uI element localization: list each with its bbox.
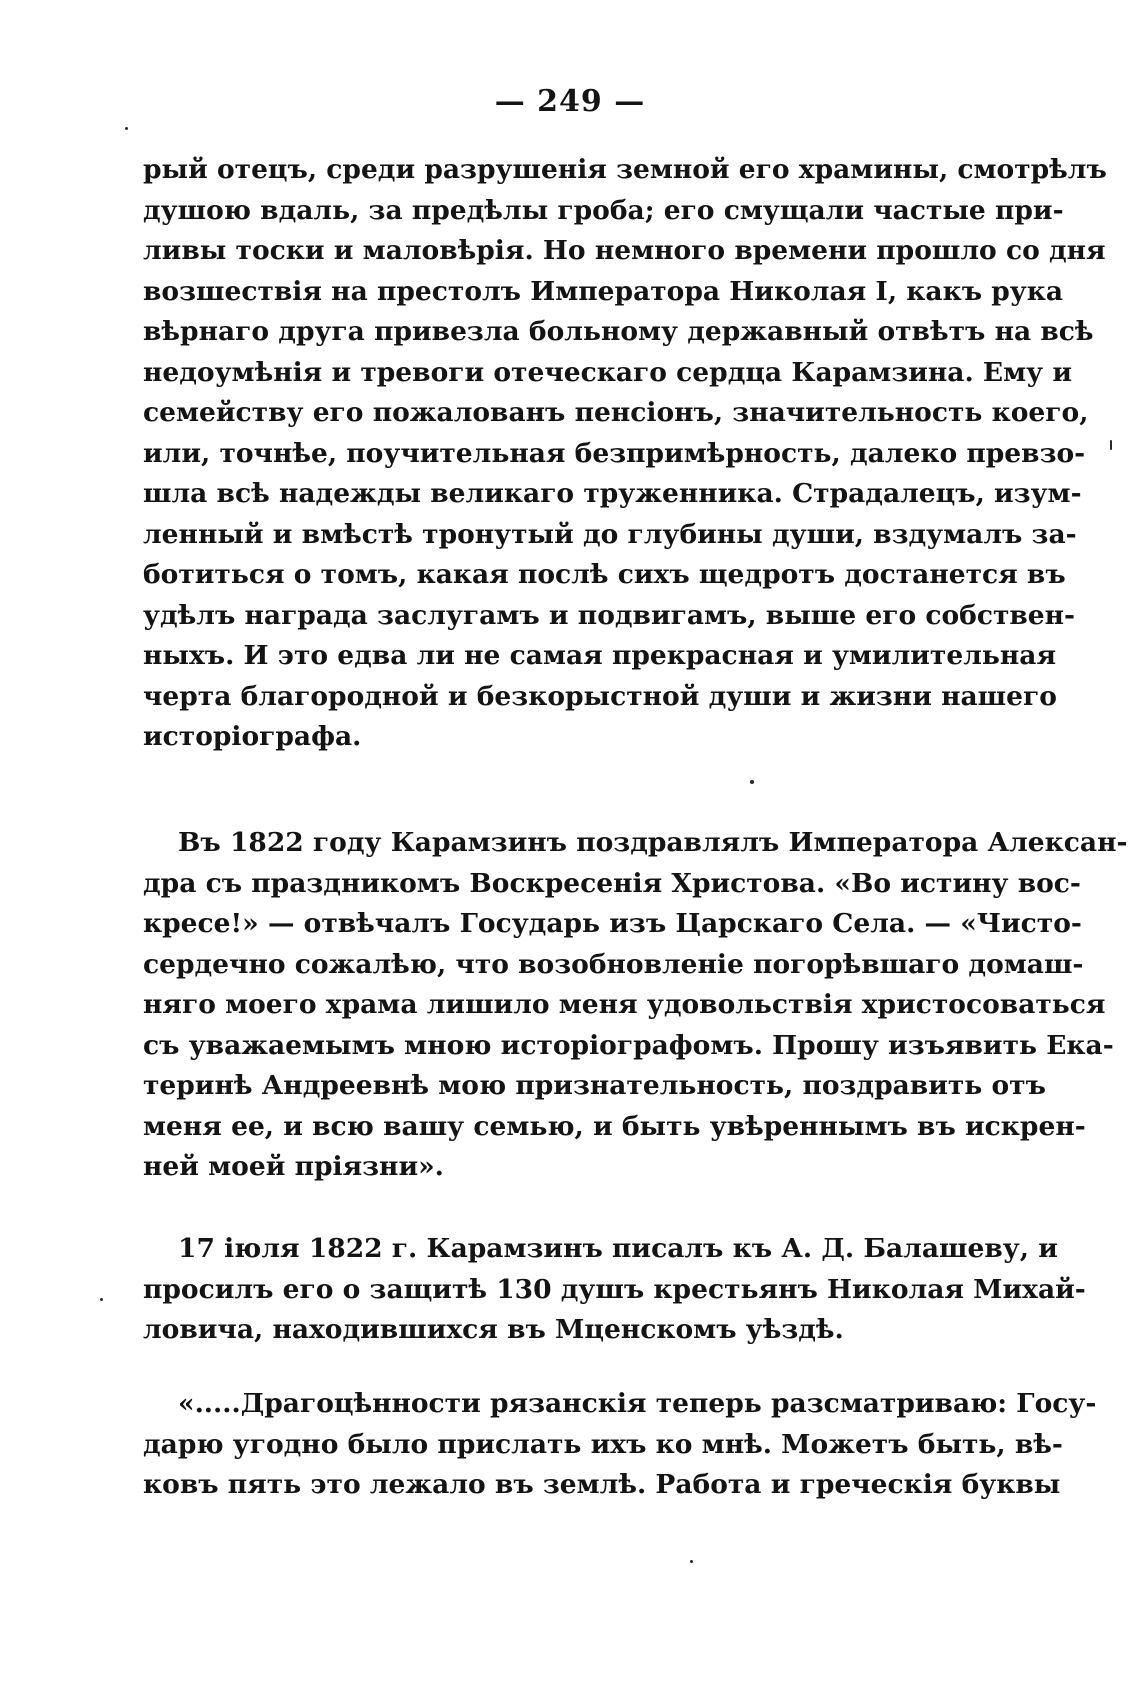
scan-speck [100, 1298, 103, 1301]
text-line: ковъ пять это лежало въ землѣ. Работа и греческія буквы [143, 1469, 1061, 1500]
text-line: ливы тоски и маловѣрія. Но немного времени прошло со дня [143, 235, 1106, 266]
paragraph-1 [143, 150, 1107, 758]
text-line: черта благородной и безкорыстной души и жизни нашего [143, 680, 1057, 712]
text-line: теринѣ Андреевнѣ мою признательность, поздравить отъ [143, 1070, 1046, 1101]
text-line: няго моего храма лишило меня удовольствія христосоваться [143, 989, 1106, 1020]
text-line: «.....Драгоцѣнности рязанскія теперь разсматриваю: Госу- [178, 1388, 1097, 1419]
text-line: возшествія на престолъ Императора Николая I, какъ рука [143, 275, 1064, 307]
text-line: сердечно сожалѣю, что возобновленіе погорѣвшаго домаш- [143, 948, 1084, 980]
text-line: ловича, находившихся въ Мценскомъ уѣздѣ. [143, 1314, 844, 1345]
scan-speck [1110, 440, 1112, 450]
scan-speck [125, 127, 128, 130]
text-line: просилъ его о защитѣ 130 душъ крестьянъ Николая Михай- [143, 1273, 1086, 1305]
text-line: недоумѣнія и тревоги отеческаго сердца Карамзина. Ему и [143, 356, 1072, 388]
text-line: рый отецъ, среди разрушенія земной его храмины, смотрѣлъ [143, 154, 1107, 185]
text-line: исторіографа. [143, 721, 362, 752]
text-line: удѣлъ награда заслугамъ и подвигамъ, выше его собствен- [143, 599, 1076, 631]
text-line: ней моей пріязни». [143, 1151, 444, 1182]
text-line: дарю угодно было прислать ихъ ко мнѣ. Можетъ быть, вѣ- [143, 1428, 1063, 1460]
text-line: дра съ праздникомъ Воскресенія Христова. «Во истину вос- [143, 867, 1081, 899]
paragraph-4 [143, 1384, 1097, 1506]
text-line: меня ее, и всю вашу семью, и быть увѣреннымъ въ искрен- [143, 1110, 1086, 1142]
scan-speck [750, 780, 754, 784]
text-line: съ уважаемымъ мною исторіографомъ. Прошу изъявить Ека- [143, 1029, 1114, 1061]
page-number: — 249 — [494, 84, 646, 119]
text-line: ботиться о томъ, какая послѣ сихъ щедротъ достанется въ [143, 559, 1066, 590]
text-line: семейству его пожалованъ пенсіонъ, значительность коего, [143, 397, 1089, 428]
text-line: кресе!» — отвѣчалъ Государь изъ Царскаго Села. — «Чисто- [143, 908, 1082, 939]
scan-speck [690, 1560, 693, 1563]
text-line: душою вдаль, за предѣлы гроба; его смущали частые при- [143, 194, 1064, 226]
text-line: 17 іюля 1822 г. Карамзинъ писалъ къ А. Д. Балашеву, и [178, 1233, 1058, 1264]
text-line: ленный и вмѣстѣ тронутый до глубины души, вздумалъ за- [143, 518, 1077, 550]
text-line: шла всѣ надежды великаго труженника. Страдалецъ, изум- [143, 478, 1082, 509]
paragraph-2 [143, 823, 1128, 1188]
text-line: или, точнѣе, поучительная безпримѣрность, далеко превзо- [143, 437, 1086, 469]
text-line: Въ 1822 году Карамзинъ поздравлялъ Императора Алексан- [178, 827, 1128, 858]
text-line: вѣрнаго друга привезла больному державный отвѣтъ на всѣ [143, 316, 1094, 347]
text-line: ныхъ. И это едва ли не самая прекрасная и умилительная [143, 640, 1057, 671]
paragraph-3 [143, 1229, 1086, 1351]
